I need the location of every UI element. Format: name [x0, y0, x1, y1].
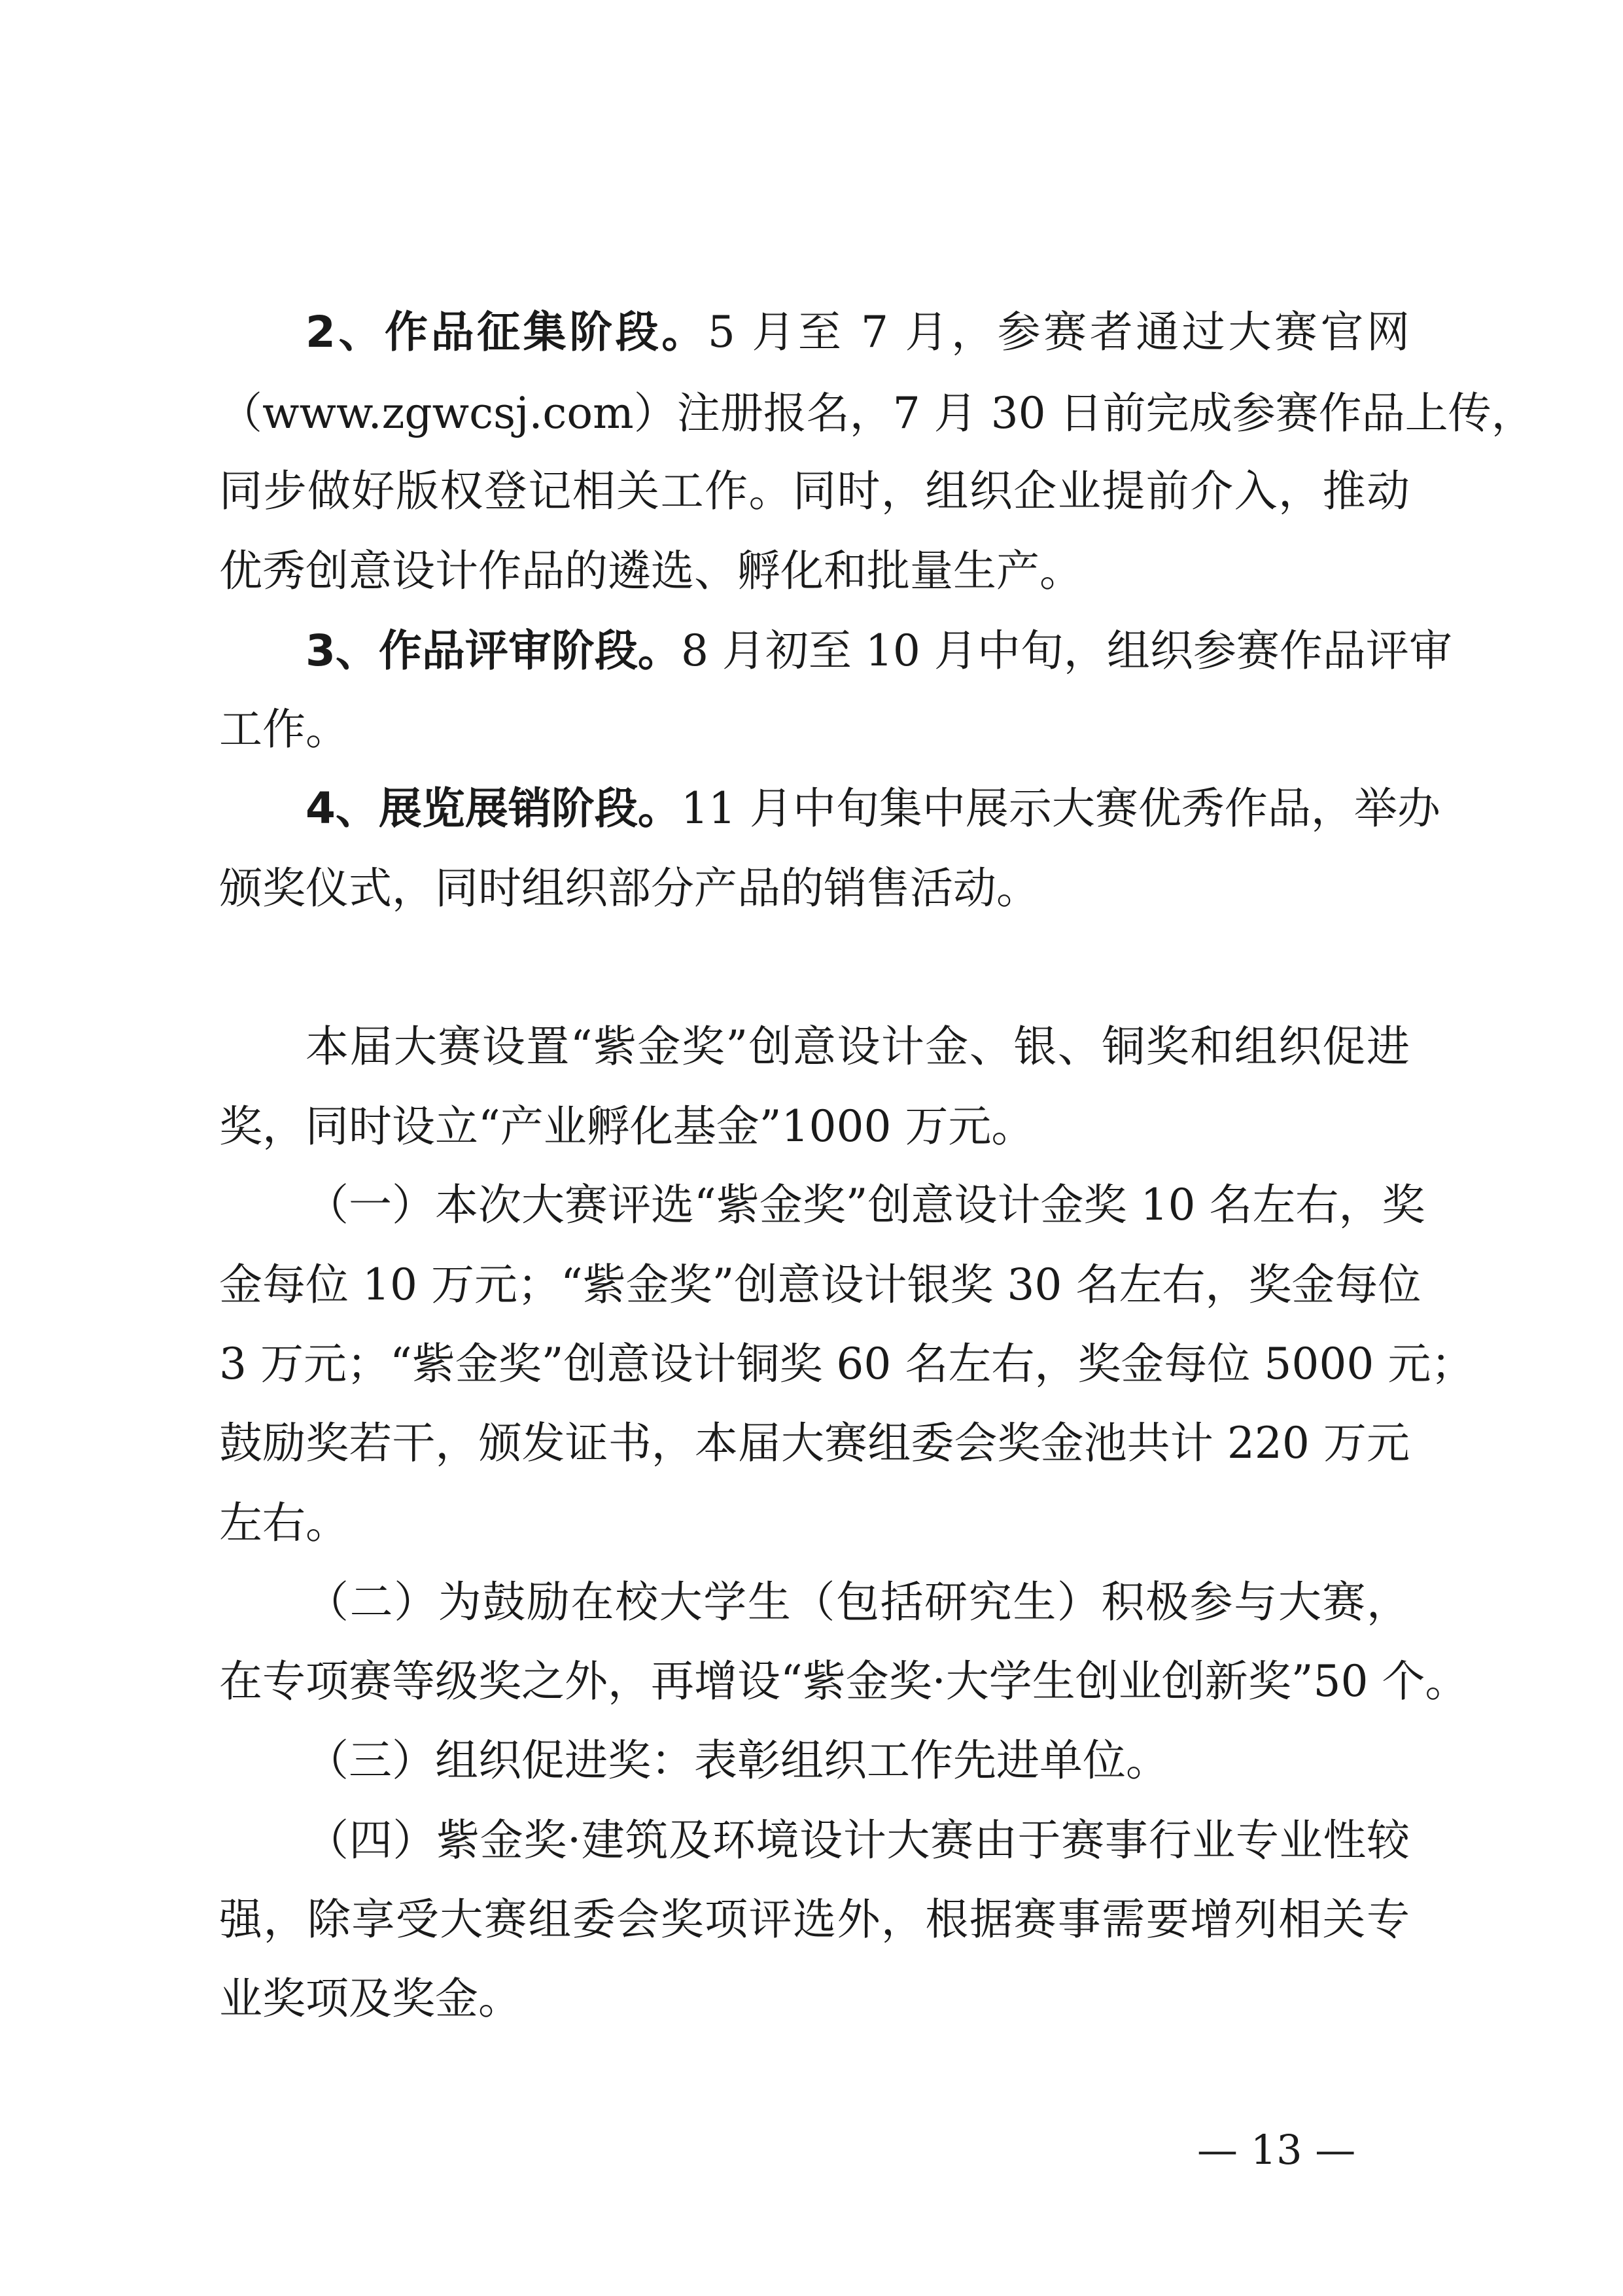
paragraph-text: 11 月中旬集中展示大赛优秀作品，举办 — [680, 783, 1440, 834]
paragraph-line: 同步做好版权登记相关工作。同时，组织企业提前介入，推动 — [219, 466, 1410, 516]
paragraph-line: 工作。 — [219, 704, 349, 754]
paragraph-line — [305, 626, 1452, 676]
paragraph-line: （一）本次大赛评选“紫金奖”创意设计金奖 10 名左右，奖 — [305, 1180, 1425, 1230]
page-number: — 13 — — [1197, 2126, 1356, 2174]
paragraph-line: 金每位 10 万元；“紫金奖”创意设计银奖 30 名左右，奖金每位 — [219, 1260, 1422, 1310]
paragraph-line: （四）紫金奖·建筑及环境设计大赛由于赛事行业专业性较 — [305, 1815, 1410, 1865]
paragraph-line: 本届大赛设置“紫金奖”创意设计金、银、铜奖和组织促进 — [305, 1021, 1410, 1072]
paragraph-line: （www.zgwcsj.com）注册报名，7 月 30 日前完成参赛作品上传， — [219, 388, 1535, 438]
paragraph-line: 鼓励奖若干，颁发证书，本届大赛组委会奖金池共计 220 万元 — [219, 1418, 1410, 1468]
paragraph-line: 左右。 — [219, 1498, 349, 1548]
paragraph-line: 颁奖仪式，同时组织部分产品的销售活动。 — [219, 863, 1039, 913]
paragraph-text: 5 月至 7 月，参赛者通过大赛官网 — [707, 307, 1410, 357]
paragraph-text: 8 月初至 10 月中旬，组织参赛作品评审 — [680, 626, 1452, 676]
paragraph-line: （三）组织促进奖：表彰组织工作先进单位。 — [305, 1735, 1169, 1786]
stage-title: 4、展览展销阶段。 — [305, 783, 681, 834]
paragraph-line: 奖，同时设立“产业孵化基金”1000 万元。 — [219, 1101, 1035, 1152]
paragraph-line: 优秀创意设计作品的遴选、孵化和批量生产。 — [219, 546, 1083, 596]
paragraph-line — [305, 783, 1440, 834]
paragraph-line: 强，除享受大赛组委会奖项评选外，根据赛事需要增列相关专 — [219, 1894, 1410, 1945]
paragraph-line: 在专项赛等级奖之外，再增设“紫金奖·大学生创业创新奖”50 个。 — [219, 1656, 1469, 1706]
stage-title: 3、作品评审阶段。 — [305, 626, 681, 676]
stage-title: 2、作品征集阶段。 — [305, 307, 708, 357]
paragraph-line: （二）为鼓励在校大学生（包括研究生）积极参与大赛， — [305, 1577, 1410, 1627]
paragraph-line: 业奖项及奖金。 — [219, 1973, 521, 2024]
paragraph-line: 3 万元；“紫金奖”创意设计铜奖 60 名左右，奖金每位 5000 元； — [219, 1339, 1475, 1389]
paragraph-line — [305, 307, 1410, 357]
